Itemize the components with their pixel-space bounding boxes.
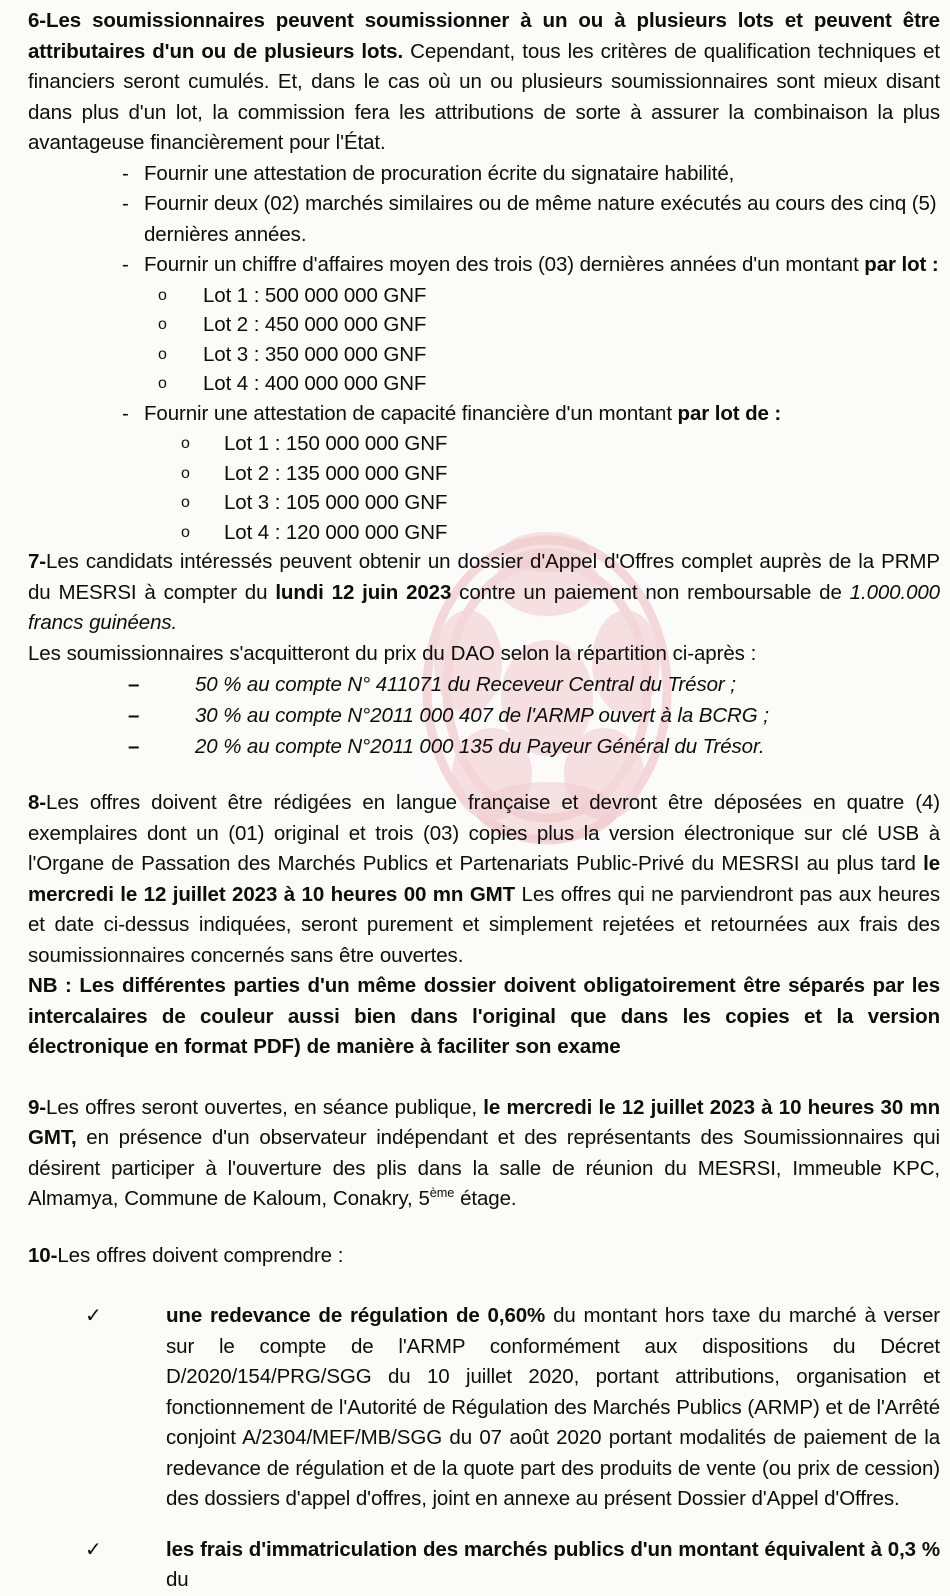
requirement-item-2: [28, 189, 940, 250]
check-bullet-icon: ✓: [85, 1305, 102, 1327]
turnover-lot-label-4: Lot 4 : 400 000 000 GNF: [203, 372, 427, 395]
turnover-lot-label-1: Lot 1 : 500 000 000 GNF: [203, 283, 427, 307]
capacity-requirement-item: [28, 399, 940, 430]
circle-bullet-icon: o: [181, 464, 190, 482]
capacity-lot-label-4: Lot 4 : 120 000 000 GNF: [224, 520, 448, 544]
requirement-text-2: Fournir deux (02) marchés similaires ou de même nature exécutés au cours des cinq (5) dernières années.: [144, 192, 937, 246]
capacity-lot-item-4: [28, 518, 940, 548]
section-9-part2: en présence d'un observateur indépendant et des représentants des Soumissionnaires qui désirent participer à l'ouverture des plis dans la salle de réunion du MESRSI, Immeuble KPC, Almamya, Commune de Kaloum, Conakry, 5: [28, 1126, 940, 1210]
spacer: [28, 1271, 940, 1301]
spacer: [28, 1063, 940, 1093]
capacity-lot-label-3: Lot 3 : 105 000 000 GNF: [224, 491, 448, 514]
dao-distribution-item-1: [28, 669, 940, 700]
circle-bullet-icon: o: [158, 316, 167, 333]
requirement-item-1: [28, 159, 940, 190]
section-9-opening-datetime: le mercredi le 12 juillet 2023 à 10 heures 30 mn GMT,: [28, 1095, 940, 1149]
capacity-requirement-list: [28, 399, 940, 430]
spacer: [28, 1515, 940, 1535]
offer-content-bold-2: les frais d'immatriculation des marchés publics d'un montant équivalent à 0,3 %: [166, 1537, 940, 1561]
circle-bullet-icon: o: [158, 345, 167, 363]
section-8-part2: Les offres qui ne parviendront pas aux heures et date ci-dessus indiquées, seront purement et simplement rejetées et retournées aux frais des soumissionnaires concernés sans être ouvertes.: [28, 882, 940, 967]
section-10-number: 10-: [28, 1243, 58, 1267]
capacity-lots-list: [28, 429, 940, 547]
requirement-item-3: [28, 250, 940, 281]
turnover-lot-item-2: [28, 310, 940, 340]
offer-contents-list-continued: [28, 1535, 940, 1596]
capacity-lot-item-2: [28, 459, 940, 489]
section-6-lead-bold: Les soumissionnaires peuvent soumissionner à un ou à plusieurs lots et peuvent être attributaires d'un ou de plusieurs lots.: [28, 9, 940, 63]
capacity-requirement-text: [144, 402, 781, 425]
requirement-text-1: Fournir une attestation de procuration écrite du signataire habilité,: [144, 161, 735, 185]
dao-distribution-text-2: 30 % au compte N°2011 000 407 de l'ARMP ouvert à la BCRG ;: [195, 704, 769, 727]
dash-bullet-icon: -: [122, 192, 129, 215]
dash-bullet-icon: –: [128, 704, 140, 727]
spacer: [28, 762, 940, 788]
section-6-number: 6-: [28, 9, 47, 32]
circle-bullet-icon: o: [181, 523, 190, 541]
capacity-lot-label-2: Lot 2 : 135 000 000 GNF: [224, 461, 448, 485]
turnover-lot-item-3: [28, 340, 940, 370]
dash-bullet-icon: -: [122, 401, 129, 425]
requirement-text-3-bold: par lot :: [864, 253, 939, 276]
section-8-paragraph: [28, 788, 940, 971]
section-6-rest: Cependant, tous les critères de qualification techniques et financiers seront cumulés. Et, dans le cas où un ou plusieurs soumissionnaires sont mieux disant dans plus d'un lot, la commission fera les attributions de sorte à assurer la combinaison la plus avantageuse financièrement pour l'État.: [28, 39, 940, 154]
capacity-requirement-prefix: Fournir une attestation de capacité financière d'un montant: [144, 401, 678, 425]
section-7-paragraph: [28, 547, 940, 639]
requirement-text-3-prefix: Fournir un chiffre d'affaires moyen des trois (03) dernières années d'un montant: [144, 253, 865, 276]
circle-bullet-icon: o: [158, 375, 167, 392]
section-6-requirements-list: [28, 159, 940, 281]
dash-bullet-icon: -: [122, 161, 129, 185]
offer-content-rest-2: du: [166, 1568, 189, 1591]
capacity-lot-item-1: [28, 429, 940, 459]
section-7-part1: Les candidats intéressés peuvent obtenir un dossier d'Appel d'Offres complet auprès de la PRMP du MESRSI à compter du: [28, 550, 940, 604]
nb-note: NB : Les différentes parties d'un même dossier doivent obligatoirement être séparés par les intercalaires de couleur aussi bien dans l'original que dans les copies et la version électronique en format PDF) de manière à faciliter son exame: [28, 974, 940, 1058]
spacer: [28, 1215, 940, 1241]
dao-distribution-list: [28, 669, 940, 762]
circle-bullet-icon: o: [181, 494, 190, 511]
section-7-number: 7-: [28, 550, 47, 573]
ordinal-suffix: ème: [429, 1185, 455, 1201]
capacity-lot-item-3: [28, 488, 940, 518]
section-7-amount: 1.000.000 francs guinéens.: [28, 580, 940, 634]
offer-content-rest-1: du montant hors taxe du marché à verser sur le compte de l'ARMP conformément aux dispositions du Décret D/2020/154/PRG/SGG du 10 juillet 2020, portant attributions, organisation et fonctionnement de l'Autorité de Régulation des Marchés Publics (ARMP) et de l'Arrêté conjoint A/2304/MEF/MB/SGG du 07 août 2020 portant modalités de paiement de la redevance de régulation et de la quote part des produits de vente (ou prix de cession) des dossiers d'appel d'offres, joint en annexe au présent Dossier d'Appel d'Offres.: [166, 1304, 940, 1510]
section-7-part2: contre un paiement non remboursable de: [451, 580, 850, 604]
capacity-lot-label-1: Lot 1 : 150 000 000 GNF: [224, 432, 448, 455]
requirement-text-3: [144, 253, 939, 276]
section-9-part3: étage.: [454, 1187, 517, 1210]
capacity-requirement-bold: par lot de :: [677, 401, 782, 425]
section-10-paragraph: [28, 1241, 940, 1272]
turnover-lot-label-3: Lot 3 : 350 000 000 GNF: [203, 342, 427, 366]
section-8-part1: Les offres doivent être rédigées en langue française et devront être déposées en quatre (4) exemplaires dont un (01) original et trois (03) copies plus la version électronique sur clé USB à l'Organe de Passation des Marchés Publics et Partenariats Public-Privé du MESRSI au plus tard: [28, 791, 940, 875]
offer-content-item-1: [28, 1301, 940, 1515]
section-7-date: lundi 12 juin 2023: [275, 580, 452, 604]
turnover-lots-list: [28, 281, 940, 399]
document-content: [28, 6, 940, 1596]
circle-bullet-icon: o: [158, 286, 167, 304]
dash-bullet-icon: -: [122, 253, 129, 276]
check-bullet-icon: ✓: [85, 1538, 102, 1561]
section-6-paragraph: [28, 6, 940, 159]
dash-bullet-icon: –: [128, 673, 140, 696]
dao-distribution-item-3: [28, 731, 940, 762]
offer-contents-list: [28, 1301, 940, 1515]
section-8-deadline: le mercredi le 12 juillet 2023 à 10 heures 00 mn GMT: [28, 852, 940, 906]
dao-distribution-item-2: [28, 700, 940, 731]
offer-content-bold-1: une redevance de régulation de 0,60%: [166, 1304, 546, 1327]
dash-bullet-icon: –: [128, 735, 140, 758]
turnover-lot-item-4: [28, 369, 940, 399]
section-8-number: 8-: [28, 791, 47, 814]
turnover-lot-item-1: [28, 281, 940, 311]
section-10-intro: Les offres doivent comprendre :: [57, 1243, 344, 1267]
circle-bullet-icon: o: [181, 435, 190, 452]
payment-intro: Les soumissionnaires s'acquitteront du prix du DAO selon la répartition ci-après :: [28, 641, 757, 665]
section-9-number: 9-: [28, 1095, 47, 1119]
section-9-paragraph: [28, 1093, 940, 1215]
dao-distribution-text-1: 50 % au compte N° 411071 du Receveur Central du Trésor ;: [195, 673, 736, 696]
offer-content-item-2: [28, 1535, 940, 1596]
turnover-lot-label-2: Lot 2 : 450 000 000 GNF: [203, 313, 427, 336]
dao-distribution-text-3: 20 % au compte N°2011 000 135 du Payeur Général du Trésor.: [195, 735, 765, 758]
section-9-part1: Les offres seront ouvertes, en séance publique,: [46, 1095, 484, 1119]
